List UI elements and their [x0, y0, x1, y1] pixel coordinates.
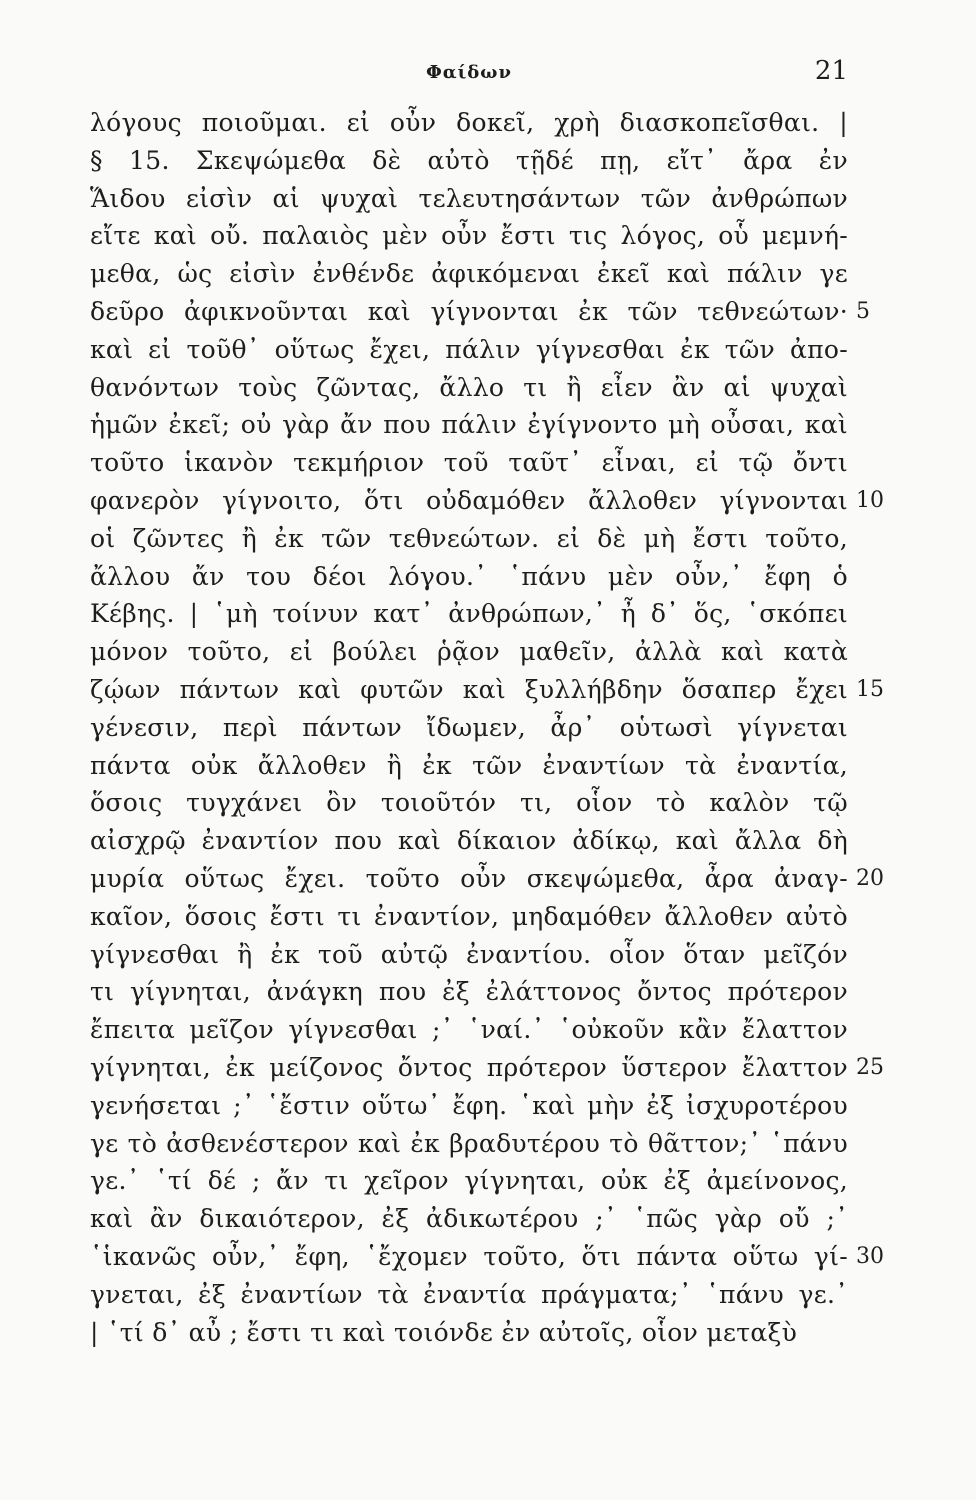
text-line: [90, 1314, 848, 1352]
line-text: γενήσεται ;᾽ ῾ἔστιν οὕτω᾽ ἔφη. ῾καὶ μὴν ἐξ ἰσχυροτέρου: [90, 1090, 848, 1120]
page-number: 21: [814, 56, 848, 86]
line-text: ζῴων πάντων καὶ φυτῶν καὶ ξυλλήβδην ὅσαπερ ἔχει: [90, 674, 848, 704]
text-line: [90, 1049, 884, 1087]
text-line: [90, 898, 848, 936]
line-text: τι γίγνηται, ἀνάγκη που ἐξ ἐλάττονος ὄντος πρότερον: [90, 977, 848, 1007]
line-text: μεθα, ὡς εἰσὶν ἐνθένδε ἀφικόμεναι ἐκεῖ καὶ πάλιν γε: [90, 259, 848, 289]
line-text: γνεται, ἐξ ἐναντίων τὰ ἐναντία πράγματα;᾽ ῾πάνυ γε.᾽: [90, 1279, 848, 1309]
line-text: γε.᾽ ῾τί δέ ; ἄν τι χεῖρον γίγνηται, οὐκ ἐξ ἀμείνονος,: [90, 1166, 848, 1196]
text-line: [90, 671, 884, 709]
text-line: [90, 1162, 848, 1200]
line-text: ἔπειτα μεῖζον γίγνεσθαι ;᾽ ῾ναί.᾽ ῾οὐκοῦν κἂν ἔλαττον: [90, 1015, 848, 1045]
line-number: 25: [856, 1054, 884, 1080]
line-text: γε τὸ ἀσθενέστερον καὶ ἐκ βραδυτέρου τὸ θᾶττον;᾽ ῾πάνυ: [90, 1128, 848, 1158]
line-text: μόνον τοῦτο, εἰ βούλει ῥᾷον μαθεῖν, ἀλλὰ καὶ κατὰ: [90, 637, 848, 667]
running-title: Φαίδων: [426, 62, 512, 83]
line-text: φανερὸν γίγνοιτο, ὅτι οὐδαμόθεν ἄλλοθεν γίγνονται: [90, 485, 848, 515]
text-line: [90, 822, 848, 860]
text-line: [90, 1238, 884, 1276]
text-line: [90, 558, 848, 596]
line-text: αἰσχρῷ ἐναντίον που καὶ δίκαιον ἀδίκῳ, καὶ ἄλλα δὴ: [90, 826, 848, 856]
text-line: [90, 936, 848, 974]
page-header: [90, 56, 848, 96]
line-number: 10: [856, 487, 884, 513]
text-line: [90, 104, 848, 142]
text-line: [90, 709, 848, 747]
line-text: Κέβης. | ῾μὴ τοίνυν κατ᾽ ἀνθρώπων,᾽ ἦ δ᾽ ὅς, ῾σκόπει: [90, 599, 848, 629]
text-line: [90, 293, 870, 331]
line-text: ῾ἱκανῶς οὖν,᾽ ἔφη, ῾ἔχομεν τοῦτο, ὅτι πάντα οὕτω γί-: [90, 1241, 848, 1271]
text-line: [90, 444, 848, 482]
text-line: [90, 331, 848, 369]
line-text: τοῦτο ἱκανὸν τεκμήριον τοῦ ταῦτ᾽ εἶναι, εἰ τῷ ὄντι: [90, 448, 848, 478]
text-line: [90, 406, 848, 444]
line-text: | ῾τί δ᾽ αὖ ; ἔστι τι καὶ τοιόνδε ἐν αὐτοῖς, οἷον μεταξὺ: [90, 1317, 798, 1347]
text-line: [90, 142, 848, 180]
line-text: οἱ ζῶντες ἢ ἐκ τῶν τεθνεώτων. εἰ δὲ μὴ ἔστι τοῦτο,: [90, 523, 848, 553]
text-line: [90, 633, 848, 671]
line-text: πάντα οὐκ ἄλλοθεν ἢ ἐκ τῶν ἐναντίων τὰ ἐναντία,: [90, 750, 848, 780]
line-number: 20: [856, 865, 884, 891]
text-line: [90, 482, 884, 520]
text-line: [90, 1276, 848, 1314]
text-line: [90, 860, 884, 898]
text-line: [90, 784, 848, 822]
line-text: εἴτε καὶ οὔ. παλαιὸς μὲν οὖν ἔστι τις λόγος, οὗ μεμνή-: [90, 221, 848, 251]
line-text: γίγνεσθαι ἢ ἐκ τοῦ αὐτῷ ἐναντίου. οἷον ὅταν μεῖζόν: [90, 939, 848, 969]
text-line: [90, 1200, 848, 1238]
text-line: [90, 1011, 848, 1049]
text-line: [90, 180, 848, 218]
text-line: [90, 255, 848, 293]
line-text: ἄλλου ἄν του δέοι λόγου.᾽ ῾πάνυ μὲν οὖν,᾽ ἔφη ὁ: [90, 561, 848, 591]
line-text: ὅσοις τυγχάνει ὂν τοιοῦτόν τι, οἷον τὸ καλὸν τῷ: [90, 788, 848, 818]
line-text: μυρία οὕτως ἔχει. τοῦτο οὖν σκεψώμεθα, ἆρα ἀναγ-: [90, 863, 848, 893]
line-text: Ἅιδου εἰσὶν αἱ ψυχαὶ τελευτησάντων τῶν ἀνθρώπων: [90, 183, 848, 213]
text-line: [90, 520, 848, 558]
line-text: δεῦρο ἀφικνοῦνται καὶ γίγνονται ἐκ τῶν τεθνεώτων·: [90, 296, 848, 326]
line-text: γένεσιν, περὶ πάντων ἴδωμεν, ἆρ᾽ οὑτωσὶ γίγνεται: [90, 712, 848, 742]
text-line: [90, 747, 848, 785]
text-line: [90, 595, 848, 633]
line-number: 30: [856, 1243, 884, 1269]
line-text: καῖον, ὅσοις ἔστι τι ἐναντίον, μηδαμόθεν ἄλλοθεν αὐτὸ: [90, 901, 848, 931]
line-number: 15: [856, 676, 884, 702]
text-line: [90, 1125, 848, 1163]
line-text: ἡμῶν ἐκεῖ; οὐ γὰρ ἄν που πάλιν ἐγίγνοντο μὴ οὖσαι, καὶ: [90, 410, 848, 440]
greek-text-body: [90, 104, 884, 1351]
text-line: [90, 1087, 848, 1125]
text-line: [90, 369, 848, 407]
line-text: γίγνηται, ἐκ μείζονος ὄντος πρότερον ὕστερον ἔλαττον: [90, 1052, 848, 1082]
line-text: καὶ εἰ τοῦθ᾽ οὕτως ἔχει, πάλιν γίγνεσθαι ἐκ τῶν ἀπο-: [90, 334, 848, 364]
text-line: [90, 973, 848, 1011]
line-text: § 15. Σκεψώμεθα δὲ αὐτὸ τῇδέ πῃ, εἴτ᾽ ἄρα ἐν: [90, 145, 848, 175]
line-text: λόγους ποιοῦμαι. εἰ οὖν δοκεῖ, χρὴ διασκοπεῖσθαι. |: [90, 108, 848, 137]
line-text: θανόντων τοὺς ζῶντας, ἄλλο τι ἢ εἶεν ἂν αἱ ψυχαὶ: [90, 372, 848, 402]
line-text: καὶ ἂν δικαιότερον, ἐξ ἀδικωτέρου ;᾽ ῾πῶς γὰρ οὔ ;᾽: [90, 1204, 848, 1234]
line-number: 5: [856, 298, 870, 324]
text-line: [90, 217, 848, 255]
